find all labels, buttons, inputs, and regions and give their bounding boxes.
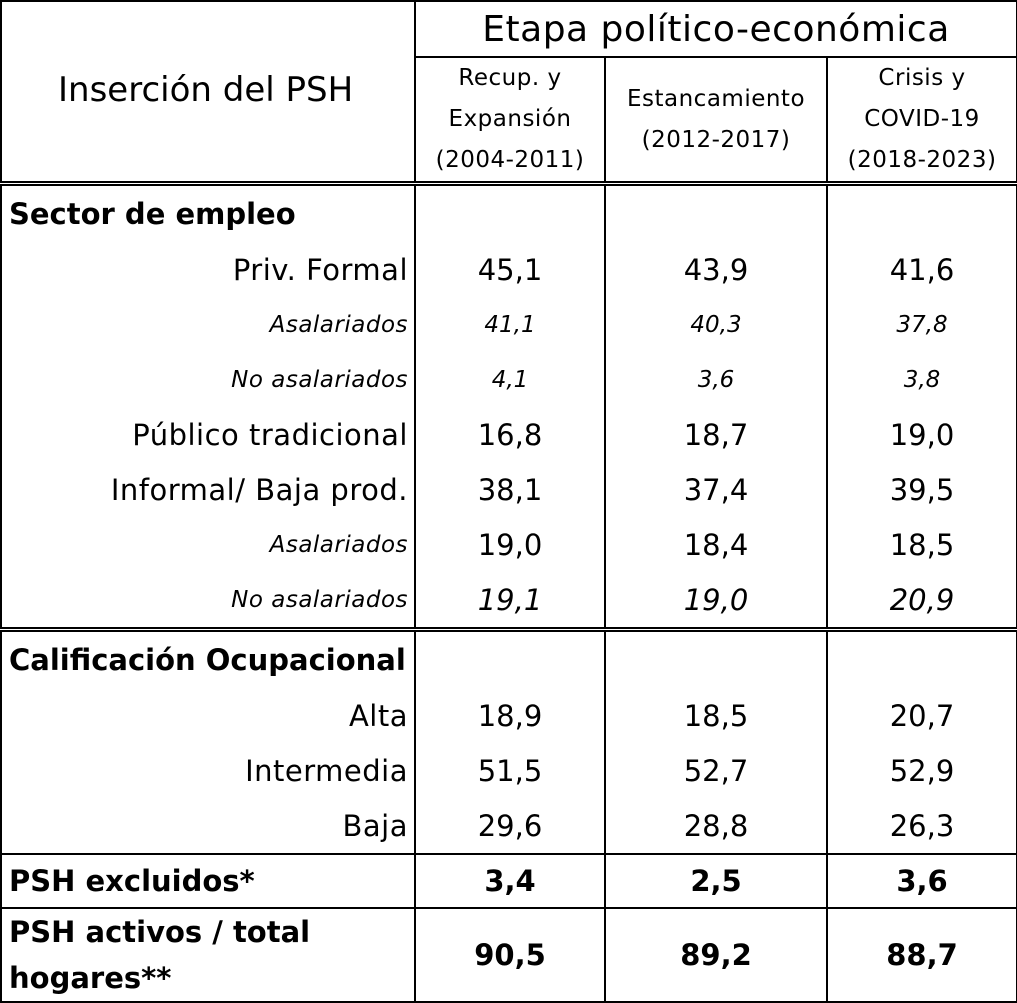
cell-value: 52,7: [605, 743, 827, 798]
section-header-row: [1, 184, 1017, 243]
column-header-crisis: Crisis y COVID-19 (2018-2023): [827, 57, 1017, 184]
super-header: Etapa político-económica: [415, 1, 1017, 57]
cell-value: 3,4: [415, 854, 605, 908]
cell-value: 90,5: [415, 908, 605, 1002]
column-header-estancamiento: Estancamiento (2012-2017): [605, 57, 827, 184]
cell-value: 41,6: [827, 242, 1017, 297]
table-row: [1, 352, 1017, 407]
section-title-calificacion: Calificación Ocupacional: [1, 630, 415, 689]
table-row: [1, 407, 1017, 462]
active-row: [1, 908, 1017, 1002]
cell-value: 20,7: [827, 688, 1017, 743]
cell-value: 3,6: [605, 352, 827, 407]
cell-value: 45,1: [415, 242, 605, 297]
cell-value: 40,3: [605, 297, 827, 352]
cell-value: 19,0: [415, 517, 605, 572]
cell-value: 20,9: [827, 572, 1017, 630]
cell-value: 41,1: [415, 297, 605, 352]
active-label: PSH activos / total hogares**: [1, 908, 415, 1002]
row-label: Intermedia: [1, 743, 415, 798]
cell-value: 19,0: [827, 407, 1017, 462]
section-title-sector-empleo: Sector de empleo: [1, 184, 415, 243]
cell-value: 18,4: [605, 517, 827, 572]
row-label: Asalariados: [1, 297, 415, 352]
cell-value: 38,1: [415, 462, 605, 517]
cell-value: 3,6: [827, 854, 1017, 908]
cell-value: 39,5: [827, 462, 1017, 517]
table-row: [1, 572, 1017, 630]
table-row: [1, 297, 1017, 352]
cell-value: 52,9: [827, 743, 1017, 798]
cell-value: 28,8: [605, 798, 827, 854]
table-row: [1, 798, 1017, 854]
cell-value: 18,5: [827, 517, 1017, 572]
cell-value: 89,2: [605, 908, 827, 1002]
cell-value: 4,1: [415, 352, 605, 407]
cell-value: 19,0: [605, 572, 827, 630]
cell-value: 3,8: [827, 352, 1017, 407]
row-label: Informal/ Baja prod.: [1, 462, 415, 517]
cell-value: 19,1: [415, 572, 605, 630]
cell-value: 88,7: [827, 908, 1017, 1002]
table-row: [1, 462, 1017, 517]
cell-value: 26,3: [827, 798, 1017, 854]
excluded-row: [1, 854, 1017, 908]
row-label: No asalariados: [1, 352, 415, 407]
row-label: Baja: [1, 798, 415, 854]
cell-value: 37,4: [605, 462, 827, 517]
cell-value: 18,9: [415, 688, 605, 743]
cell-value: 29,6: [415, 798, 605, 854]
table-row: [1, 743, 1017, 798]
cell-value: 43,9: [605, 242, 827, 297]
cell-value: 51,5: [415, 743, 605, 798]
table-row: [1, 517, 1017, 572]
cell-value: 18,7: [605, 407, 827, 462]
row-label: Priv. Formal: [1, 242, 415, 297]
row-label: Público tradicional: [1, 407, 415, 462]
cell-value: 16,8: [415, 407, 605, 462]
corner-label: Inserción del PSH: [1, 1, 415, 184]
section-header-row: [1, 630, 1017, 689]
cell-value: 2,5: [605, 854, 827, 908]
cell-value: 37,8: [827, 297, 1017, 352]
row-label: No asalariados: [1, 572, 415, 630]
cell-value: 18,5: [605, 688, 827, 743]
row-label: Asalariados: [1, 517, 415, 572]
row-label: Alta: [1, 688, 415, 743]
excluded-label: PSH excluidos*: [1, 854, 415, 908]
table-row: [1, 688, 1017, 743]
column-header-recuperacion: Recup. y Expansión (2004-2011): [415, 57, 605, 184]
table-row: [1, 242, 1017, 297]
